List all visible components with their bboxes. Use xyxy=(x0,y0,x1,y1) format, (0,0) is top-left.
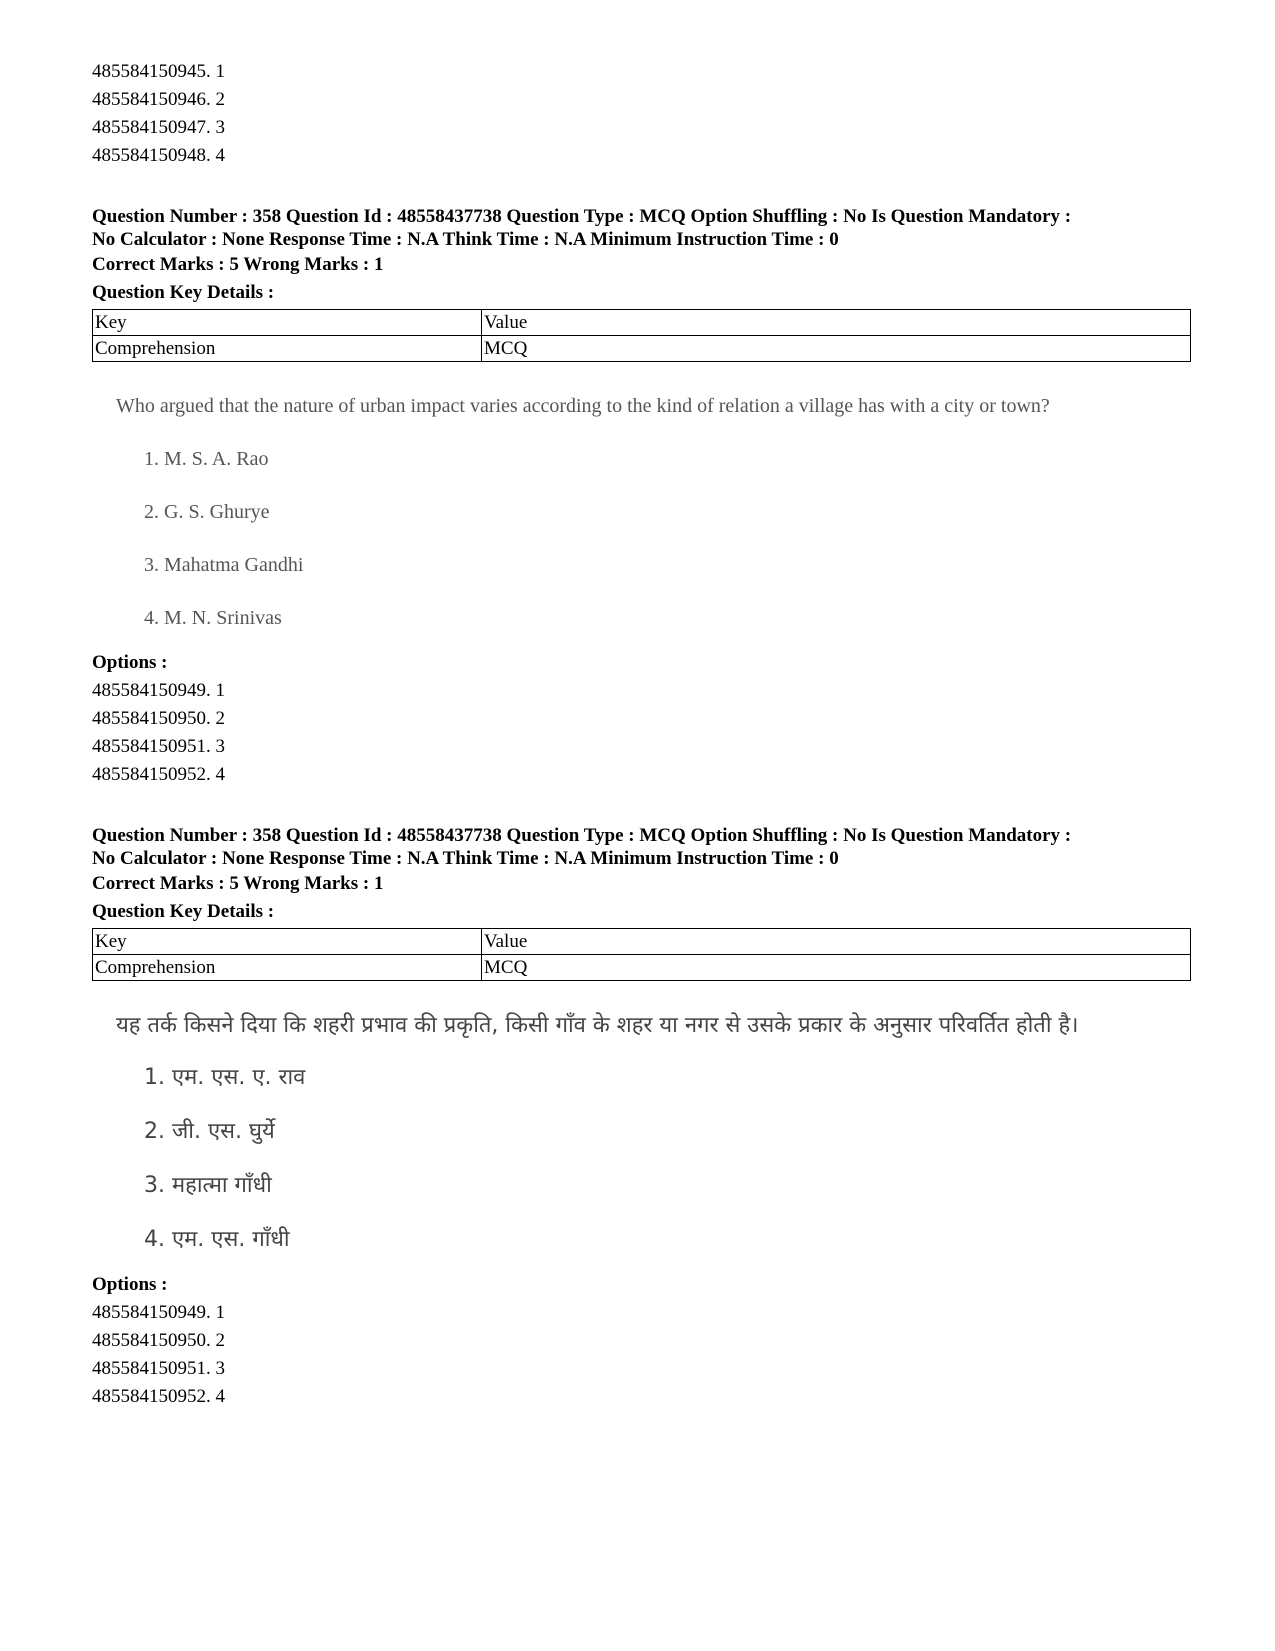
marks-line: Correct Marks : 5 Wrong Marks : 1 xyxy=(92,873,384,894)
choice-item: 4. एम. एस. गाँधी xyxy=(144,1227,290,1252)
table-header-value: Value xyxy=(482,929,1191,955)
question-text: Who argued that the nature of urban impact varies according to the kind of relation a village has with a city or town? xyxy=(116,395,1050,417)
choice-item: 3. महात्मा गाँधी xyxy=(144,1173,272,1198)
key-details-title: Question Key Details : xyxy=(92,901,275,922)
option-id-line: 485584150946. 2 xyxy=(92,89,225,110)
top-options-list xyxy=(92,58,1192,170)
table-header-row xyxy=(93,310,1191,336)
option-id-line: 485584150950. 2 xyxy=(92,1330,225,1351)
question-text: यह तर्क किसने दिया कि शहरी प्रभाव की प्रकृति, किसी गाँव के शहर या नगर से उसके प्रकार के अनुसार परिवर्तित होती है। xyxy=(116,1013,1079,1038)
table-row xyxy=(93,336,1191,362)
question-meta-line-1: Question Number : 358 Question Id : 48558437738 Question Type : MCQ Option Shuffling : No Is Question Mandatory : xyxy=(92,825,1072,846)
option-id-line: 485584150951. 3 xyxy=(92,736,225,757)
key-details-table xyxy=(92,309,1191,362)
choice-item: 2. G. S. Ghurye xyxy=(144,501,270,523)
marks-line: Correct Marks : 5 Wrong Marks : 1 xyxy=(92,254,384,275)
options-title: Options : xyxy=(92,1274,168,1295)
choice-item: 1. M. S. A. Rao xyxy=(144,448,269,470)
table-header-value: Value xyxy=(482,310,1191,336)
table-header-key: Key xyxy=(93,929,482,955)
question-block-hindi xyxy=(92,824,1192,1411)
question-meta-line-2: No Calculator : None Response Time : N.A Think Time : N.A Minimum Instruction Time : 0 xyxy=(92,229,839,250)
option-id-line: 485584150952. 4 xyxy=(92,764,225,785)
option-id-line: 485584150945. 1 xyxy=(92,61,225,82)
question-block-english xyxy=(92,205,1192,789)
option-id-line: 485584150952. 4 xyxy=(92,1386,225,1407)
choice-item: 2. जी. एस. घुर्ये xyxy=(144,1119,275,1144)
document-page xyxy=(92,58,1192,1411)
question-meta-line-1: Question Number : 358 Question Id : 48558437738 Question Type : MCQ Option Shuffling : No Is Question Mandatory : xyxy=(92,206,1072,227)
table-cell-value: MCQ xyxy=(482,955,1191,981)
key-details-title: Question Key Details : xyxy=(92,282,275,303)
choice-item: 3. Mahatma Gandhi xyxy=(144,554,304,576)
option-id-line: 485584150948. 4 xyxy=(92,145,225,166)
choice-item: 4. M. N. Srinivas xyxy=(144,607,282,629)
option-id-line: 485584150947. 3 xyxy=(92,117,225,138)
table-header-key: Key xyxy=(93,310,482,336)
option-id-line: 485584150949. 1 xyxy=(92,1302,225,1323)
table-cell-value: MCQ xyxy=(482,336,1191,362)
key-details-table xyxy=(92,928,1191,981)
question-image xyxy=(116,392,1192,631)
table-cell-key: Comprehension xyxy=(93,955,482,981)
table-header-row xyxy=(93,929,1191,955)
question-meta-line-2: No Calculator : None Response Time : N.A Think Time : N.A Minimum Instruction Time : 0 xyxy=(92,848,839,869)
option-id-line: 485584150949. 1 xyxy=(92,680,225,701)
option-id-line: 485584150951. 3 xyxy=(92,1358,225,1379)
table-row xyxy=(93,955,1191,981)
question-image xyxy=(116,1011,1192,1253)
option-id-line: 485584150950. 2 xyxy=(92,708,225,729)
table-cell-key: Comprehension xyxy=(93,336,482,362)
choice-item: 1. एम. एस. ए. राव xyxy=(144,1065,306,1090)
options-title: Options : xyxy=(92,652,168,673)
